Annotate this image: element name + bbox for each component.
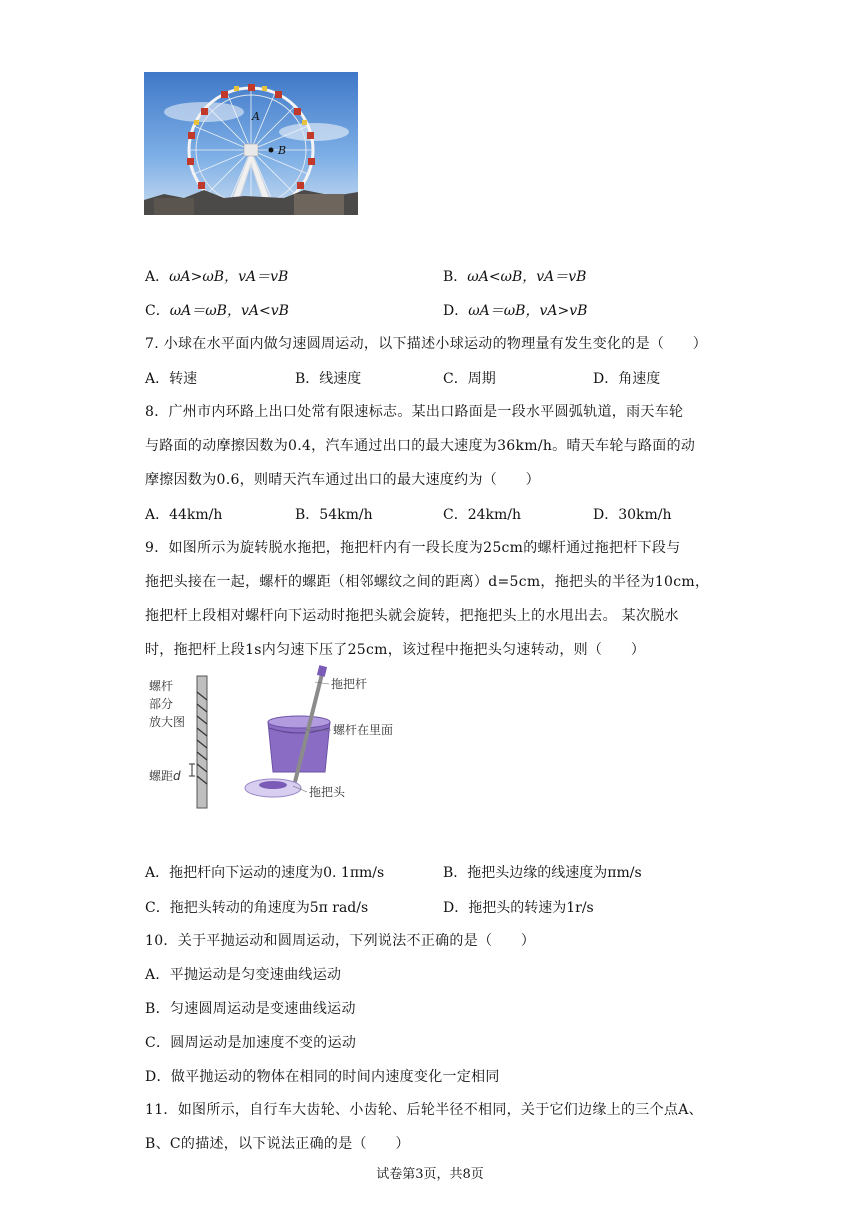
- point-a-label: A: [252, 110, 260, 123]
- q7-option-c: C．周期: [443, 371, 496, 387]
- screw-label-line-3: 放大图: [149, 715, 186, 729]
- point-b-label: B: [278, 144, 287, 157]
- q8-stem-line-3: 摩擦因数为0.6，则晴天汽车通过出口的最大速度约为（ ）: [145, 472, 540, 488]
- screw-label-line-1: 螺杆: [149, 679, 174, 693]
- q8-stem-line-1: 8．广州市内环路上出口处常有限速标志。某出口路面是一段水平圆弧轨道，雨天车轮: [145, 404, 684, 420]
- q9-stem-line-4: 时，拖把杆上段1s内匀速下压了25cm，该过程中拖把头匀速转动，则（ ）: [145, 642, 646, 658]
- q9-option-a: A．拖把杆向下运动的速度为0. 1πm/s: [145, 865, 385, 881]
- rod-label: 拖把杆: [331, 677, 368, 691]
- q11-stem-line-1: 11．如图所示，自行车大齿轮、小齿轮、后轮半径不相同，关于它们边缘上的三个点A、: [145, 1102, 703, 1118]
- q9-stem-line-2: 拖把头接在一起，螺杆的螺距（相邻螺纹之间的距离）d=5cm，拖把头的半径为10cm，: [145, 574, 710, 590]
- q6-option-c: C．ωA＝ωB，vA<vB: [145, 303, 289, 319]
- q10-option-b: B．匀速圆周运动是变速曲线运动: [145, 1001, 356, 1017]
- q7-option-d: D．角速度: [593, 371, 661, 387]
- page-footer: 试卷第3页，共8页: [376, 1167, 484, 1182]
- q8-option-a: A．44km/h: [145, 507, 223, 523]
- q11-stem-line-2: B、C的描述，以下说法正确的是（ ）: [145, 1136, 410, 1152]
- pitch-label: 螺距d: [149, 769, 181, 783]
- q9-option-b: B．拖把头边缘的线速度为πm/s: [443, 865, 642, 881]
- q9-option-c: C．拖把头转动的角速度为5π rad/s: [145, 900, 369, 916]
- q8-option-d: D．30km/h: [593, 507, 672, 523]
- q10-option-d: D．做平抛运动的物体在相同的时间内速度变化一定相同: [145, 1069, 500, 1085]
- q9-option-d: D．拖把头的转速为1r/s: [443, 900, 594, 916]
- q10-option-a: A．平抛运动是匀变速曲线运动: [145, 967, 342, 983]
- q10-stem: 10．关于平抛运动和圆周运动，下列说法不正确的是（ ）: [145, 933, 536, 949]
- screw-inside-label: 螺杆在里面: [333, 723, 394, 737]
- spin-mop-figure: [145, 664, 415, 814]
- q7-option-a: A．转速: [145, 371, 198, 387]
- q8-option-b: B．54km/h: [295, 507, 373, 523]
- q9-stem-line-3: 拖把杆上段相对螺杆向下运动时拖把头就会旋转，把拖把头上的水甩出去。 某次脱水: [145, 608, 679, 624]
- q7-stem: 7. 小球在水平面内做匀速圆周运动，以下描述小球运动的物理量有发生变化的是（ ）: [145, 336, 708, 352]
- q10-option-c: C．圆周运动是加速度不变的运动: [145, 1035, 357, 1051]
- q8-stem-line-2: 与路面的动摩擦因数为0.4，汽车通过出口的最大速度为36km/h。晴天车轮与路面的动: [145, 438, 696, 454]
- mop-head-label: 拖把头: [309, 785, 346, 799]
- q6-option-d: D．ωA＝ωB，vA>vB: [443, 303, 588, 319]
- q8-option-c: C．24km/h: [443, 507, 522, 523]
- screw-label-line-2: 部分: [149, 697, 174, 711]
- ferris-wheel-figure: [144, 72, 358, 215]
- q9-stem-line-1: 9．如图所示为旋转脱水拖把，拖把杆内有一段长度为25cm的螺杆通过拖把杆下段与: [145, 540, 681, 556]
- q6-option-a: A．ωA>ωB，vA＝vB: [145, 269, 289, 285]
- q7-option-b: B．线速度: [295, 371, 362, 387]
- q6-option-b: B．ωA<ωB，vA＝vB: [443, 269, 587, 285]
